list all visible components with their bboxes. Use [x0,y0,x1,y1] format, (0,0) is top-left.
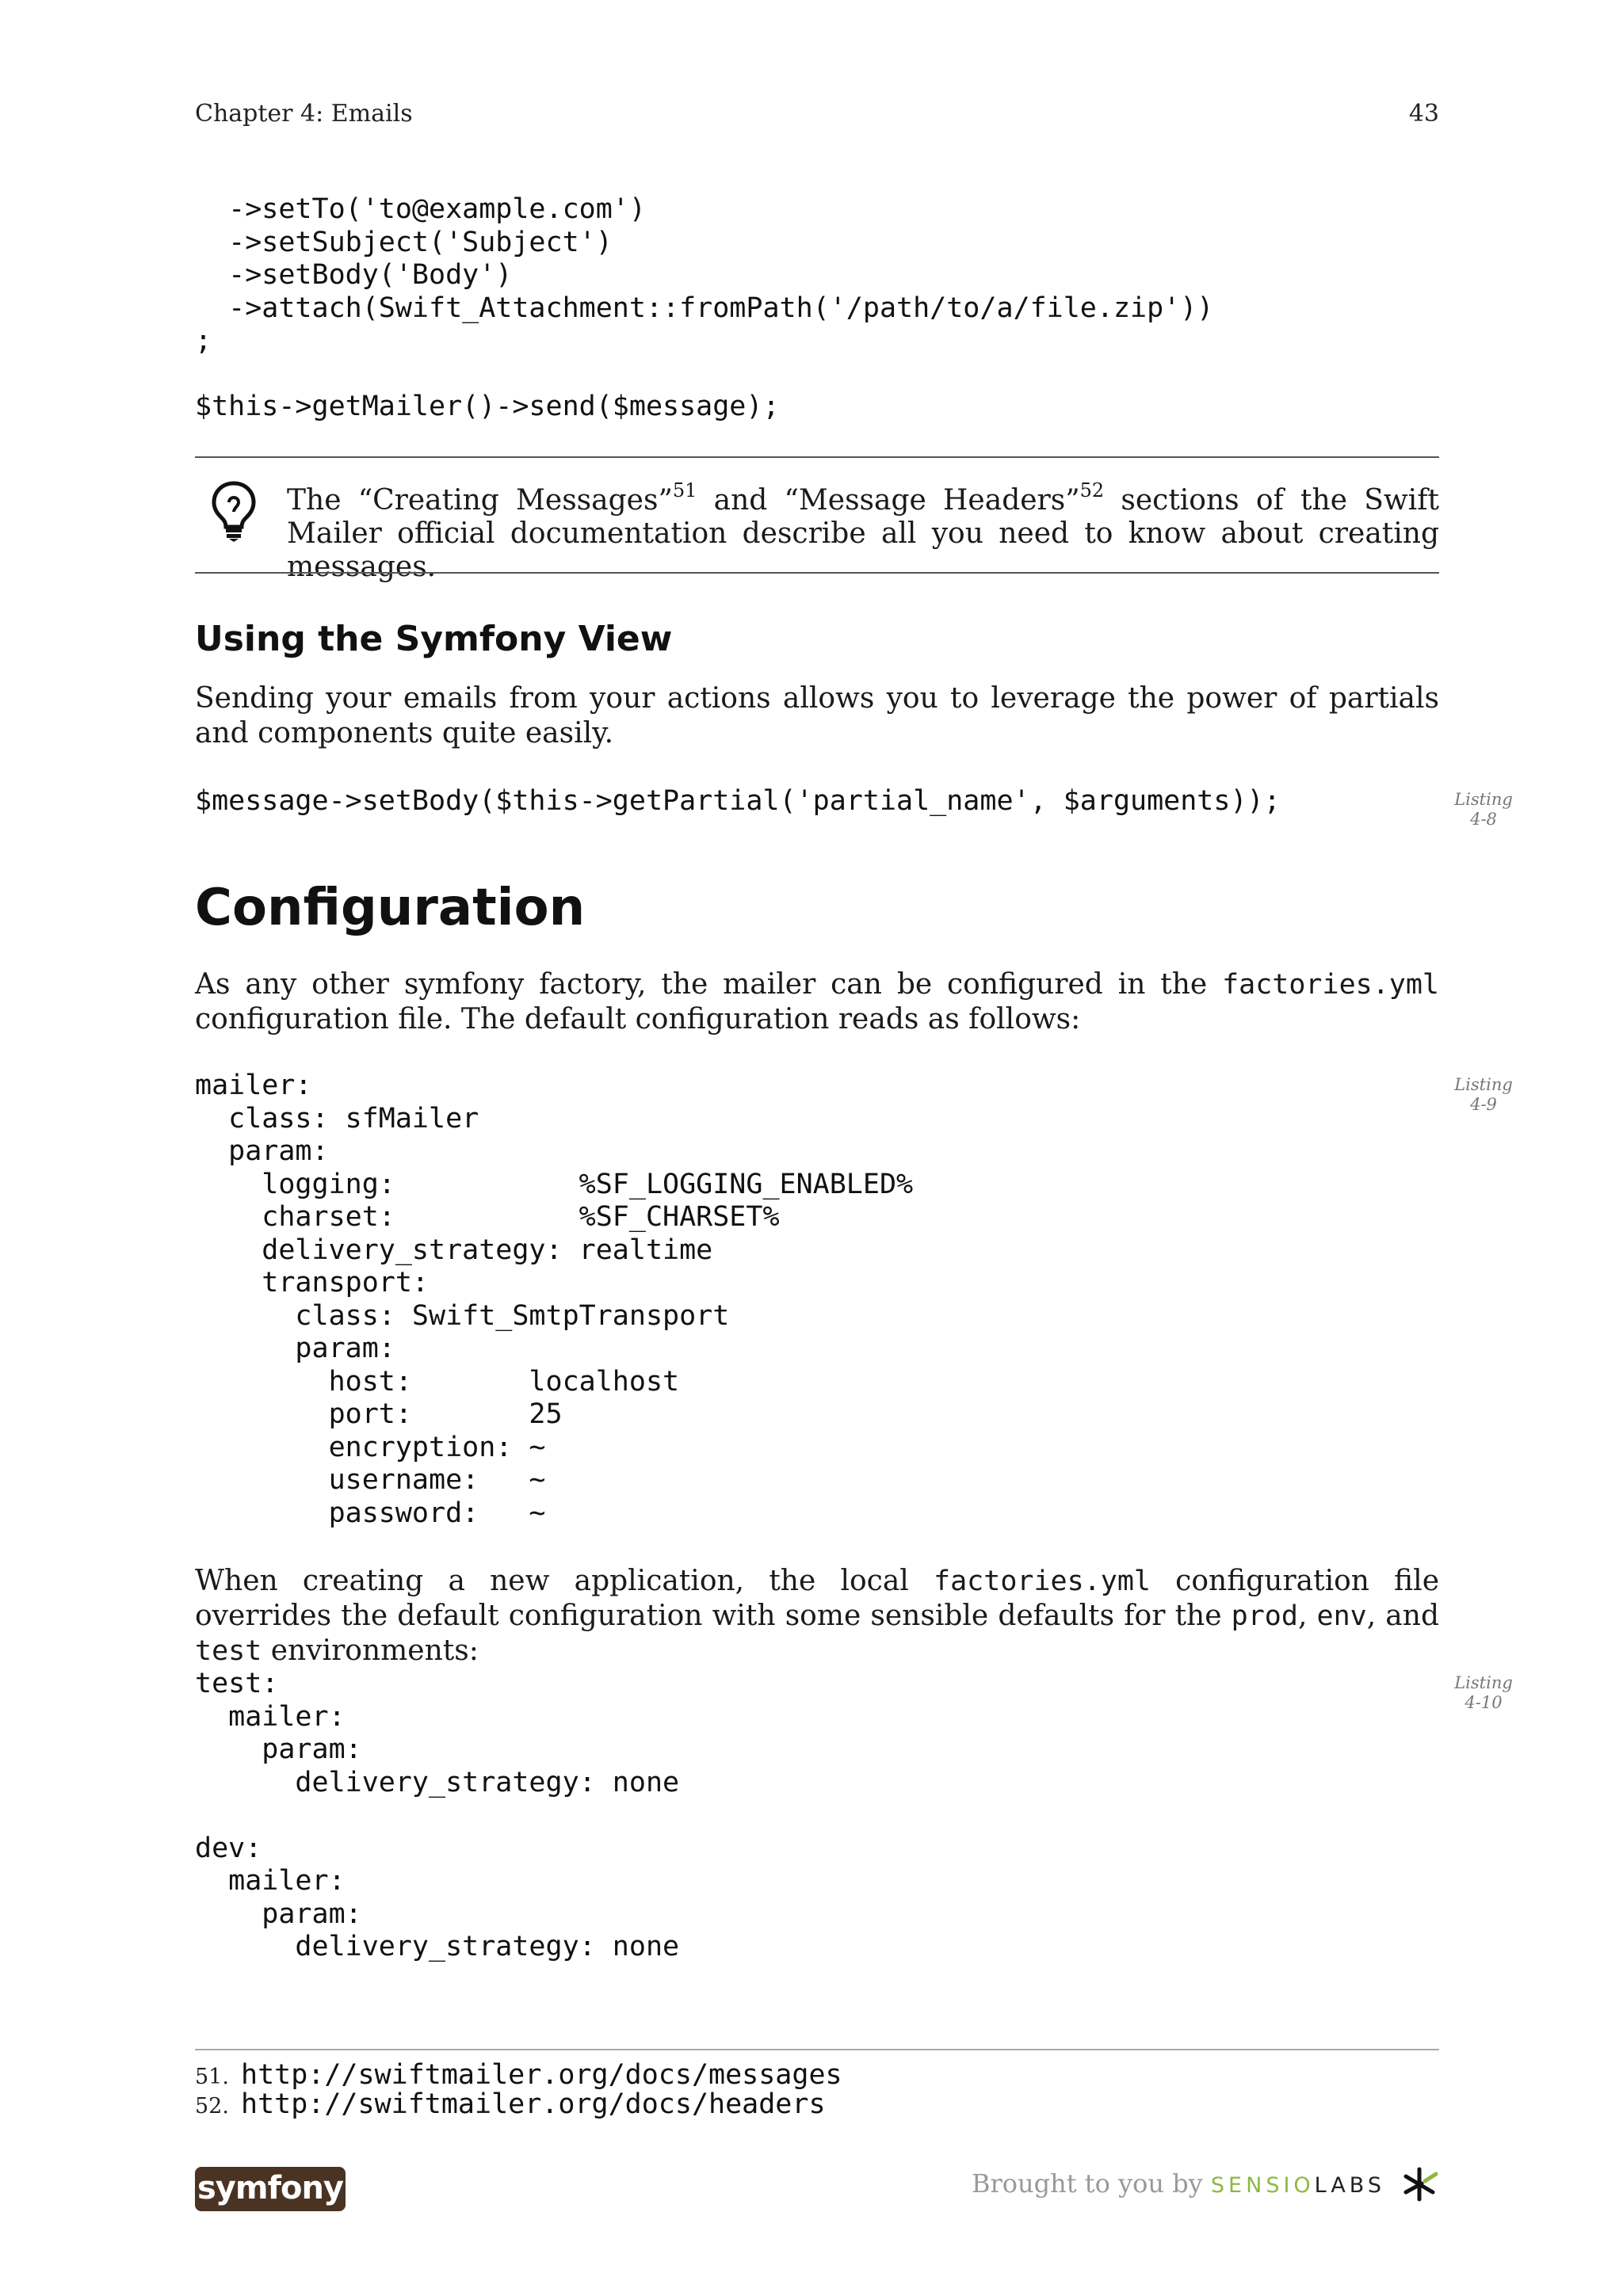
brought-by-text: Brought to you by [971,2168,1211,2199]
sensiolabs-star-icon [1398,2163,1441,2206]
section-heading-configuration: Configuration [195,879,586,937]
para2-text-e: environments: [262,1634,479,1667]
section-heading-symfony-view: Using the Symfony View [195,619,673,659]
footnote-number: 51. [195,2065,229,2089]
sensiolabs-star-icon-graphic [1398,2163,1441,2206]
listing-label-4-10 [1436,1673,1531,1713]
listing-4-9-code: mailer: class: sfMailer param: logging: %SF_LOGGING_ENABLED% charset: %SF_CHARSET% delivery_strategy: realtime transport: class: Swift_SmtpTransport param: host: localhost port: 25 encryption: ~ username: ~ password: ~ [195,1070,914,1529]
footnote-ref-52[interactable]: 52 [1079,479,1105,502]
labs-wordmark: LABS [1314,2173,1385,2198]
listing-label-word: Listing [1454,790,1513,809]
listing-label-number: 4-9 [1470,1095,1497,1114]
tip-text-part1: The “Creating Messages” [287,484,673,517]
para2-text-d: , and [1366,1600,1439,1632]
chapter-title: Chapter 4: Emails [195,100,413,128]
running-header [195,97,1439,132]
footnote-52 [195,2089,826,2122]
listing-4-10-code: test: mailer: param: delivery_strategy: none dev: mailer: param: delivery_strategy: none [195,1668,680,1962]
inline-code-factories-yml: factories.yml [934,1566,1151,1597]
footnote-51 [195,2060,842,2092]
inline-code-factories-yml: factories.yml [1222,969,1439,1001]
para2-text-a: When creating a new application, the local [195,1565,934,1597]
page-number: 43 [1408,100,1439,128]
listing-label-word: Listing [1454,1673,1513,1692]
paragraph-symfony-view: Sending your emails from your actions allows you to leverage the power of partials and components quite easily. [195,682,1439,749]
tip-text [287,479,1439,584]
listing-label-4-9 [1436,1075,1531,1115]
sensio-wordmark: SENSIO [1210,2173,1315,2198]
paragraph-configuration-intro [195,967,1439,1037]
para1-text-b: configuration file. The default configuration reads as follows: [195,1003,1081,1035]
listing-4-8-code: $message->setBody($this->getPartial('partial_name', $arguments)); [195,785,1281,817]
brought-by-line [972,2168,1385,2202]
tip-text-part2: and “Message Headers” [697,484,1080,517]
inline-code-env: env [1316,1600,1367,1632]
listing-label-word: Listing [1454,1075,1513,1094]
tip-top-rule [195,456,1439,458]
tip-bottom-rule [195,572,1439,574]
para2-text-b: configuration file overrides the default configuration with some sensible defaults for the [195,1565,1439,1632]
listing-label-number: 4-10 [1465,1693,1503,1712]
listing-label-4-8 [1436,790,1531,830]
listing-label-number: 4-8 [1470,810,1497,829]
footnote-ref-51[interactable]: 51 [672,479,697,502]
code-block-continued: ->setTo('to@example.com') ->setSubject('Subject') ->setBody('Body') ->attach(Swift_Attachment::fromPath('/path/to/a/file.zip')) ; $this->getMailer()->send($message); [195,193,1214,422]
inline-code-prod: prod [1231,1600,1298,1632]
lightbulb-icon-graphic [208,479,260,542]
footnote-number: 52. [195,2094,229,2119]
para1-text-a: As any other symfony factory, the mailer can be configured in the [195,968,1223,1001]
lightbulb-icon [208,479,260,542]
footnote-link[interactable]: http://swiftmailer.org/docs/headers [241,2088,826,2120]
tip-text-part3: sections of the Swift Mailer official documentation describe all you need to know about creating messages. [287,484,1439,583]
footnote-link[interactable]: http://swiftmailer.org/docs/messages [241,2059,842,2091]
symfony-logo: symfony [195,2167,346,2211]
paragraph-configuration-environments [195,1564,1439,1669]
para2-text-c: , [1297,1600,1317,1632]
footnote-rule [195,2049,1439,2050]
inline-code-test: test [195,1635,262,1667]
